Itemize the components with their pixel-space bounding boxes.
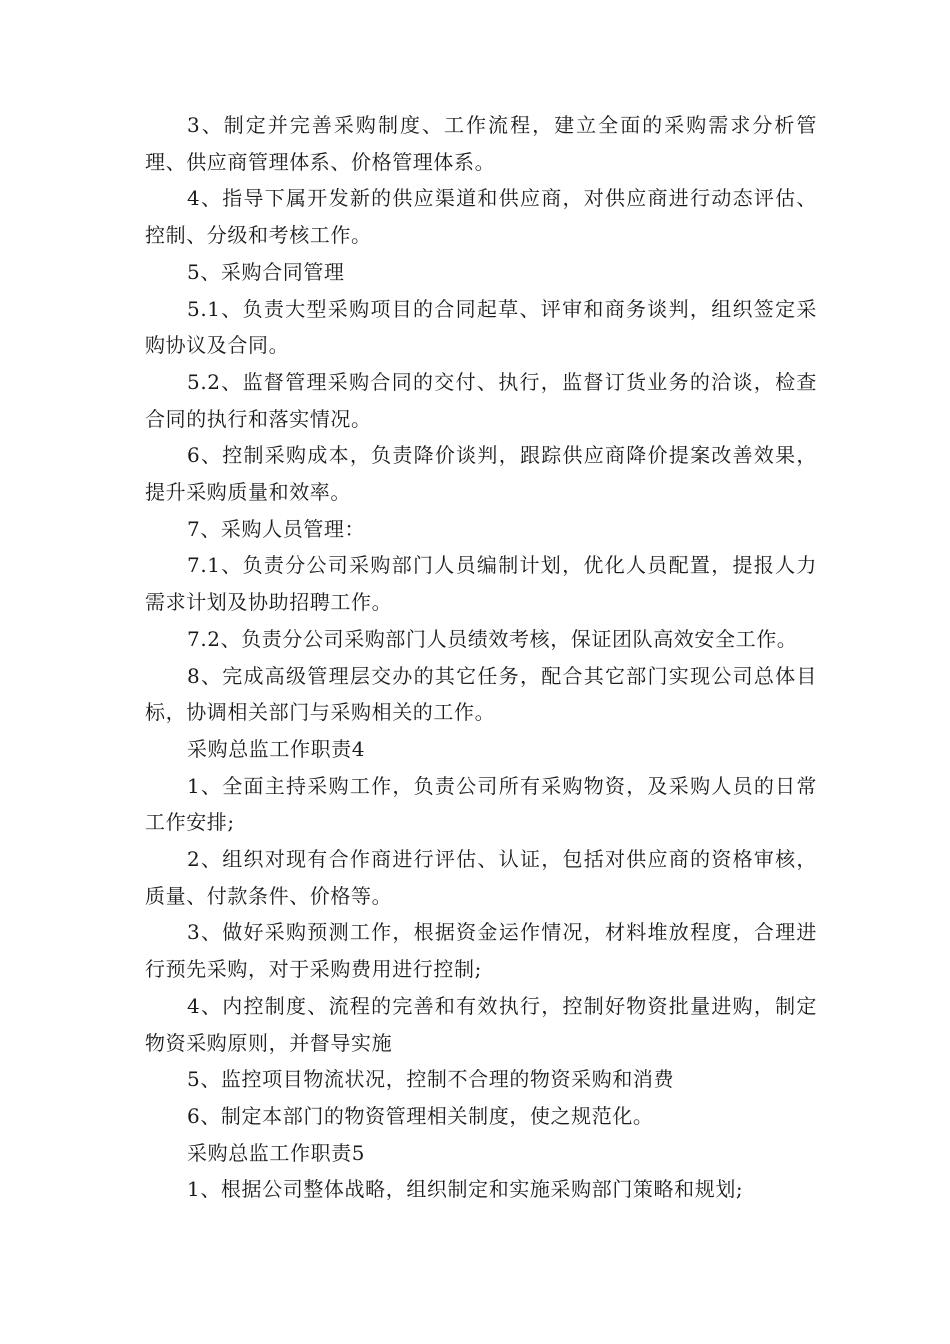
document-body xyxy=(145,107,817,1208)
paragraph: 5.2、监督管理采购合同的交付、执行，监督订货业务的洽谈，检查合同的执行和落实情况。 xyxy=(145,369,817,431)
paragraph: 2、组织对现有合作商进行评估、认证，包括对供应商的资格审核，质量、付款条件、价格等。 xyxy=(145,847,817,908)
section-heading: 7、采购人员管理： xyxy=(187,516,366,541)
paragraph: 1、全面主持采购工作，负责公司所有采购物资，及采购人员的日常工作安排; xyxy=(145,773,817,835)
paragraph: 7.1、负责分公司采购部门人员编制计划，优化人员配置，提报人力需求计划及协助招聘工作。 xyxy=(145,553,817,615)
paragraph: 8、完成高级管理层交办的其它任务，配合其它部门实现公司总体目标，协调相关部门与采购相关的工作。 xyxy=(145,663,817,725)
paragraph: 6、控制采购成本，负责降价谈判，跟踪供应商降价提案改善效果，提升采购质量和效率。 xyxy=(145,443,817,505)
paragraph: 4、指导下属开发新的供应渠道和供应商，对供应商进行动态评估、控制、分级和考核工作。 xyxy=(145,186,817,248)
section-title: 采购总监工作职责4 xyxy=(187,736,366,761)
section-heading: 5、采购合同管理 xyxy=(187,259,345,284)
paragraph: 1、根据公司整体战略，组织制定和实施采购部门策略和规划; xyxy=(187,1177,744,1202)
section-title: 采购总监工作职责5 xyxy=(187,1140,366,1165)
paragraph: 6、制定本部门的物资管理相关制度，使之规范化。 xyxy=(187,1103,654,1128)
paragraph: 5、监控项目物流状况，控制不合理的物资采购和消费 xyxy=(187,1067,675,1092)
paragraph: 4、内控制度、流程的完善和有效执行，控制好物资批量进购，制定物资采购原则，并督导实施 xyxy=(145,993,817,1055)
paragraph: 3、制定并完善采购制度、工作流程，建立全面的采购需求分析管理、供应商管理体系、价格管理体系。 xyxy=(145,113,817,174)
paragraph: 3、做好采购预测工作，根据资金运作情况，材料堆放程度，合理进行预先采购，对于采购费用进行控制; xyxy=(145,920,817,982)
paragraph: 7.2、负责分公司采购部门人员绩效考核，保证团队高效安全工作。 xyxy=(187,626,798,651)
paragraph: 5.1、负责大型采购项目的合同起草、评审和商务谈判，组织签定采购协议及合同。 xyxy=(145,296,817,358)
